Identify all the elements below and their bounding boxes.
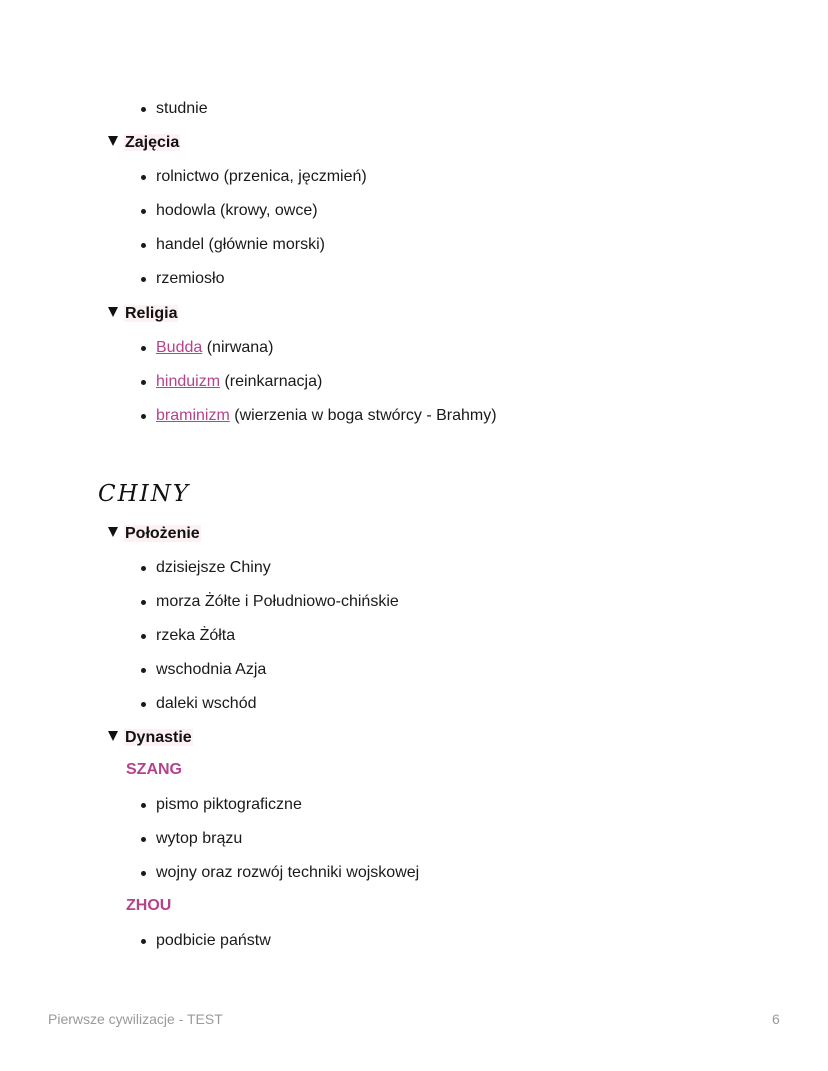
- footer-title: Pierwsze cywilizacje - TEST: [48, 1011, 223, 1027]
- list-item: dzisiejsze Chiny: [156, 559, 271, 576]
- list-item: morza Żółte i Południowo-chińskie: [156, 593, 399, 610]
- toggle-label: Położenie: [125, 525, 200, 542]
- list-item: rzeka Żółta: [156, 627, 236, 644]
- list-item: wojny oraz rozwój techniki wojskowej: [156, 864, 420, 881]
- list-item: daleki wschód: [156, 695, 257, 712]
- item-text: (reinkarnacja): [220, 373, 323, 390]
- list-item: pismo piktograficzne: [156, 796, 302, 813]
- link-budda[interactable]: Budda: [156, 339, 203, 356]
- toggle-label: Dynastie: [125, 729, 192, 746]
- list-item: [156, 338, 273, 358]
- list-item: hodowla (krowy, owce): [156, 202, 318, 219]
- subheading-zhou: ZHOU: [126, 897, 172, 914]
- item-text: (wierzenia w boga stwórcy - Brahmy): [229, 407, 497, 424]
- triangle-down-icon: [108, 731, 118, 741]
- list-item: [156, 372, 322, 392]
- triangle-down-icon: [108, 307, 118, 317]
- item-text: (nirwana): [202, 339, 274, 356]
- toggle-occupations[interactable]: [108, 133, 180, 153]
- list-item: podbicie państw: [156, 932, 271, 949]
- toggle-label: Zajęcia: [125, 134, 180, 151]
- toggle-label: Religia: [125, 305, 178, 322]
- list-item: rzemiosło: [156, 270, 225, 287]
- link-braminizm[interactable]: braminizm: [156, 407, 230, 424]
- toggle-religion[interactable]: [108, 304, 178, 324]
- list-item: handel (głównie morski): [156, 236, 325, 253]
- section-heading: CHINY: [98, 481, 191, 507]
- triangle-down-icon: [108, 136, 118, 146]
- list-item: studnie: [156, 100, 208, 117]
- list-item: wschodnia Azja: [156, 661, 267, 678]
- toggle-location[interactable]: [108, 524, 201, 544]
- triangle-down-icon: [108, 527, 118, 537]
- list-item: rolnictwo (przenica, jęczmień): [156, 168, 367, 185]
- list-item: wytop brązu: [156, 830, 243, 847]
- toggle-dynasties[interactable]: [108, 728, 193, 748]
- page-number: 6: [772, 1011, 780, 1027]
- link-hinduizm[interactable]: hinduizm: [156, 373, 221, 390]
- subheading-szang: SZANG: [126, 761, 182, 778]
- list-item: [156, 406, 497, 426]
